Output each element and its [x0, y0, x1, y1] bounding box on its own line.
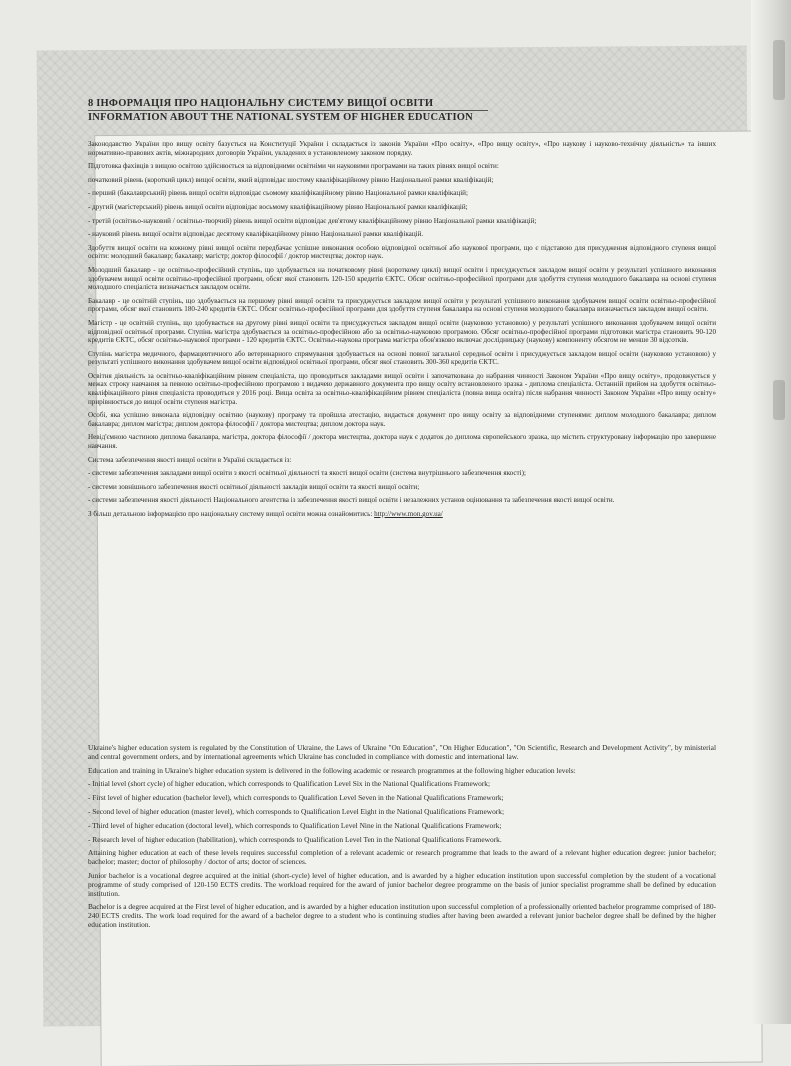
paragraph: Ступінь магістра медичного, фармацевтичного або ветеринарного спрямування здобувається на основі повної загальної середньої освіти і присуджується закладом вищої освіти (науковою установою) у результаті успішного виконання здобувачем вищої освіти відповідної освітньої програми, обсяг якої становить 300-360 кредитів ЄКТС.	[88, 349, 716, 367]
paragraph: Junior bachelor is a vocational degree acquired at the initial (short-cycle) level of higher education, and is awarded by a higher education institution upon successful completion by the student of a vocational programme of study comprised of 120-150 ECTS credits. The workload required for the award of junior bachelor degree programme on the basis of junior specialist programme shall be defined by education institution.	[88, 870, 716, 898]
paragraph: - перший (бакалаврський) рівень вищої освіти відповідає сьомому кваліфікаційному рівню Національної рамки кваліфікацій;	[88, 189, 468, 198]
paragraph: Система забезпечення якості вищої освіти в Україні складається із:	[88, 455, 292, 464]
paragraph: - First level of higher education (bachelor level), which corresponds to Qualification Level Seven in the National Qualifications Framework;	[88, 793, 504, 803]
paragraph: - Second level of higher education (master level), which corresponds to Qualification Level Eight in the National Qualifications Framework;	[88, 806, 505, 816]
paragraph: - Third level of higher education (doctoral level), which corresponds to Qualification Level Nine in the National Qualifications Framework;	[88, 820, 502, 830]
paragraph: Особі, яка успішно виконала відповідну освітню (наукову) програму та пройшла атестацію, видається документ про вищу освіту за відповідними ступенями: диплом молодшого бакалавра; диплом бакалавра; диплом магістра; диплом доктора філософії / доктора мистецтва; диплом доктора наук.	[88, 411, 716, 428]
paragraph: Здобуття вищої освіти на кожному рівні вищої освіти передбачає успішне виконання особою відповідної освітньої або наукової програми, що є підставою для присудження відповідного ступеня вищої освіти: молодший бакалавр; бакалавр; магістр; доктор філософії / доктор мистецтва; доктор наук.	[88, 243, 716, 261]
more-info-text: З більш детальною інформацією про національну систему вищої освіти можна ознайомитись:	[88, 510, 373, 518]
ukrainian-text	[88, 140, 716, 524]
paragraph: Законодавство України про вищу освіту базується на Конституції України і складається із законів України «Про освіту», «Про вищу освіту», «Про наукову і науково-технічну діяльність» та інших нормативно-правових актів, міжнародних договорів України, укладених в установленому законом порядку.	[88, 140, 716, 157]
more-info-line	[88, 510, 716, 519]
section-heading	[88, 98, 728, 123]
ministry-link[interactable]: http://www.mon.gov.ua/	[374, 510, 443, 518]
paragraph: Bachelor is a degree acquired at the First level of higher education, and is awarded by a higher education institution upon successful completion of a professionally oriented bachelor programme comprised of 180-240 ECTS credits. The work load required for the award of a bachelor degree to a student who is continuing studies after having been awarded a relevant junior bachelor degree shall be defined by the higher education institution.	[88, 902, 717, 929]
scan-mark	[773, 40, 785, 100]
paragraph: Освітня діяльність за освітньо-кваліфікаційним рівнем спеціаліста, що проводиться закладами вищої освіти і започаткована до набрання чинності Законом України «Про вищу освіту», продовжується у межах строку навчання за певною освітньо-професійною програмою з видачею державного документа про вищу освіту встановленого зразка - диплома спеціаліста. Останній прийом на здобуття освітньо-кваліфікаційного рівня спеціаліста проводиться у 2016 році. Вища освіта за освітньо-кваліфікаційним рівнем спеціаліста (повна вища освіта) після набрання чинності Законом України «Про вищу освіту» прирівнюється до вищої освіти ступеня магістра.	[88, 371, 716, 406]
paragraph: Молодший бакалавр - це освітньо-професійний ступінь, що здобувається на початковому рівні (короткому циклі) вищої освіти і присуджується закладом вищої освіти у результаті успішного виконання здобувачем вищої освіти освітньо-професійної програми, обсяг якої становить 120-150 кредитів ЄКТС. Обсяг освітньо-професійної програми для здобуття ступеня молодшого бакалавра на основі ступеня молодшого спеціаліста визначається закладом освіти.	[88, 265, 716, 292]
paragraph: - третій (освітньо-науковий / освітньо-творчий) рівень вищої освіти відповідає дев'ятому кваліфікаційному рівню Національної рамки кваліфікацій;	[88, 216, 537, 225]
paragraph: - системи забезпечення закладами вищої освіти з якості освітньої діяльності та якості вищої освіти (система внутрішнього забезпечення якості);	[88, 469, 526, 478]
paragraph: - Initial level (short cycle) of higher education, which corresponds to Qualification Level Six in the National Qualifications Framework;	[88, 779, 491, 789]
paragraph: Ukraine's higher education system is regulated by the Constitution of Ukraine, the Laws of Ukraine "On Education", "On Higher Education", "On Scientific, Research and Development Activity", by ministerial and central government orders, and by international agreements which Ukraine has concluded in compliance with domestic and international law.	[88, 743, 716, 761]
paragraph: Бакалавр - це освітній ступінь, що здобувається на першому рівні вищої освіти та присуджується закладом вищої освіти у результаті успішного виконання здобувачем вищої освіти освітньо-професійної програми, обсяг якої становить 180-240 кредитів ЄКТС. Обсяг освітньо-професійної програми для здобуття ступеня бакалавра на основі ступеня молодшого бакалавра визначається закладом вищої освіти.	[88, 296, 716, 314]
paragraph: Підготовка фахівців з вищою освітою здійснюється за відповідними освітніми чи науковими програмами на таких рівнях вищої освіти:	[88, 162, 499, 171]
paragraph: Невід'ємною частиною диплома бакалавра, магістра, доктора філософії / доктора мистецтва, доктора наук є додаток до диплома європейського зразка, що містить структуровану інформацію про завершене навчання.	[88, 433, 716, 451]
paragraph: Education and training in Ukraine's higher education system is delivered in the following academic or research programmes at the following higher education levels:	[88, 765, 576, 775]
paragraph: - науковий рівень вищої освіти відповідає десятому кваліфікаційному рівню Національної рамки кваліфікацій.	[88, 230, 424, 239]
paragraph: - системи зовнішнього забезпечення якості освітньої діяльності закладів вищої освіти та якості вищої освіти;	[88, 482, 420, 491]
paragraph: - Research level of higher education (habilitation), which corresponds to Qualification Level Ten in the National Qualifications Framework.	[88, 834, 502, 844]
paragraph: - системи забезпечення якості діяльності Національного агентства із забезпечення якості вищої освіти і незалежних установ оцінювання та забезпечення якості вищої освіти.	[88, 496, 615, 505]
paragraph: Магістр - це освітній ступінь, що здобувається на другому рівні вищої освіти та присуджується закладом вищої освіти (науковою установою) у результаті успішного виконання здобувачем вищої освіти відповідної освітньої програми. Ступінь магістра здобувається за освітньо-професійною або за освітньо-науковою програмою. Обсяг освітньо-професійної програми підготовки магістра становить 90-120 кредитів ЄКТС, обсяг освітньо-наукової програми - 120 кредитів ЄКТС. Освітньо-наукова програма магістра обов'язково включає дослідницьку (наукову) компоненту обсягом не менше 30 відсотків.	[88, 318, 716, 345]
paragraph: Attaining higher education at each of these levels requires successful completion of a relevant academic or research programme that leads to the award of a relevant higher education degree: junior bachelor; bachelor; master; doctor of philosophy / doctor of arts; doctor of sciences.	[88, 848, 716, 867]
heading-ua: 8 ІНФОРМАЦІЯ ПРО НАЦІОНАЛЬНУ СИСТЕМУ ВИЩОЇ ОСВІТИ	[88, 98, 434, 109]
paragraph: початковий рівень (короткий цикл) вищої освіти, який відповідає шостому кваліфікаційному рівню Національної рамки кваліфікацій;	[88, 175, 494, 184]
english-text	[88, 744, 716, 935]
scan-mark	[773, 380, 785, 420]
heading-en: INFORMATION ABOUT THE NATIONAL SYSTEM OF HIGHER EDUCATION	[88, 110, 488, 123]
paragraph: - другий (магістерський) рівень вищої освіти відповідає восьмому кваліфікаційному рівню Національної рамки кваліфікацій;	[88, 202, 468, 211]
page-edge	[751, 0, 791, 1024]
